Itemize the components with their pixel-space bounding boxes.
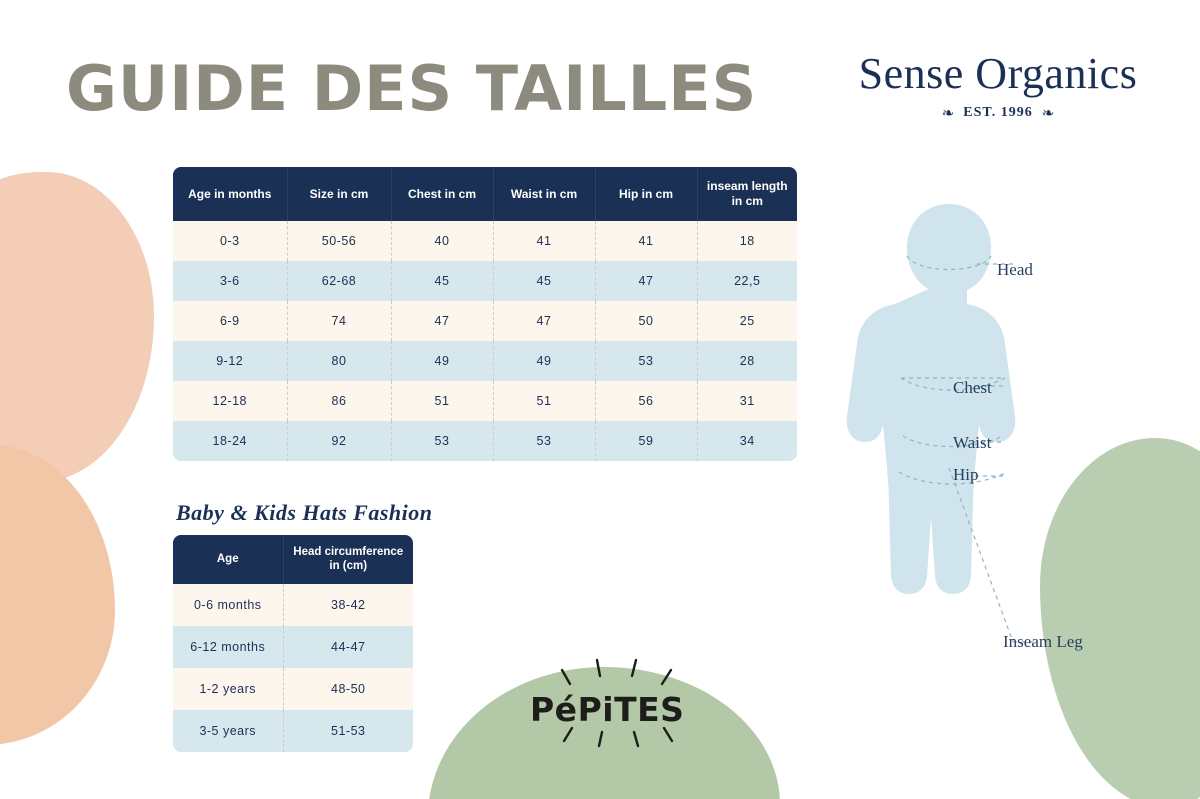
table-row: [173, 626, 413, 668]
cell-age: 0-6 months: [173, 584, 283, 626]
cell-waist: 51: [493, 381, 595, 421]
hats-section-heading: Baby & Kids Hats Fashion: [176, 500, 433, 525]
cell-hip: 56: [595, 381, 697, 421]
cell-inseam: 25: [697, 301, 797, 341]
ornament-left-icon: ❧: [941, 104, 955, 122]
cell-head-circumference: 44-47: [283, 626, 413, 668]
table-row: [173, 584, 413, 626]
table-row: [173, 668, 413, 710]
size-col-inseam: inseam length in cm: [697, 167, 797, 221]
cell-inseam: 28: [697, 341, 797, 381]
size-col-chest: Chest in cm: [391, 167, 493, 221]
table-row: [173, 341, 797, 381]
table-row: [173, 421, 797, 461]
cell-age: 3-5 years: [173, 710, 283, 752]
hats-table: [173, 535, 413, 752]
size-table: [173, 167, 797, 461]
page-title: GUIDE DES TAILLES: [66, 52, 758, 125]
cell-head-circumference: 48-50: [283, 668, 413, 710]
size-col-age: Age in months: [173, 167, 287, 221]
cell-age: 3-6: [173, 261, 287, 301]
cell-head-circumference: 38-42: [283, 584, 413, 626]
cell-waist: 47: [493, 301, 595, 341]
peach-blob-decoration-2: [0, 445, 115, 745]
brand-name: Sense Organics: [858, 49, 1138, 98]
cell-chest: 49: [391, 341, 493, 381]
cell-hip: 41: [595, 221, 697, 261]
cell-age: 6-9: [173, 301, 287, 341]
cell-age: 18-24: [173, 421, 287, 461]
cell-age: 0-3: [173, 221, 287, 261]
cell-inseam: 31: [697, 381, 797, 421]
cell-size: 50-56: [287, 221, 391, 261]
brand-est-text: EST. 1996: [963, 105, 1033, 120]
cell-waist: 53: [493, 421, 595, 461]
table-row: [173, 261, 797, 301]
cell-size: 86: [287, 381, 391, 421]
figure-label-inseam-leg: Inseam Leg: [1003, 632, 1083, 651]
pepites-logo: PéPiTES: [530, 690, 685, 729]
cell-size: 74: [287, 301, 391, 341]
size-col-hip: Hip in cm: [595, 167, 697, 221]
cell-waist: 49: [493, 341, 595, 381]
cell-size: 80: [287, 341, 391, 381]
figure-label-head: Head: [997, 260, 1033, 279]
table-row: [173, 381, 797, 421]
hats-col-head-circumference: Head circumference in (cm): [283, 535, 413, 584]
cell-chest: 53: [391, 421, 493, 461]
cell-chest: 47: [391, 301, 493, 341]
pepites-rays-top-icon: [548, 658, 688, 688]
table-row: [173, 221, 797, 261]
cell-inseam: 34: [697, 421, 797, 461]
hats-col-age: Age: [173, 535, 283, 584]
cell-size: 92: [287, 421, 391, 461]
table-row: [173, 301, 797, 341]
pepites-rays-bottom-icon: [548, 726, 688, 752]
table-row: [173, 710, 413, 752]
brand-established: [828, 105, 1168, 121]
cell-inseam: 18: [697, 221, 797, 261]
cell-waist: 41: [493, 221, 595, 261]
cell-hip: 53: [595, 341, 697, 381]
body-measurement-figure: [845, 200, 1165, 680]
peach-blob-decoration: [0, 172, 154, 482]
hats-table-header-row: [173, 535, 413, 584]
cell-chest: 45: [391, 261, 493, 301]
cell-size: 62-68: [287, 261, 391, 301]
cell-hip: 59: [595, 421, 697, 461]
cell-chest: 51: [391, 381, 493, 421]
cell-age: 12-18: [173, 381, 287, 421]
cell-age: 9-12: [173, 341, 287, 381]
size-col-size: Size in cm: [287, 167, 391, 221]
cell-age: 1-2 years: [173, 668, 283, 710]
cell-hip: 50: [595, 301, 697, 341]
cell-hip: 47: [595, 261, 697, 301]
figure-label-hip: Hip: [953, 465, 979, 484]
size-table-header-row: [173, 167, 797, 221]
size-col-waist: Waist in cm: [493, 167, 595, 221]
cell-waist: 45: [493, 261, 595, 301]
cell-chest: 40: [391, 221, 493, 261]
figure-label-chest: Chest: [953, 378, 992, 397]
cell-head-circumference: 51-53: [283, 710, 413, 752]
cell-age: 6-12 months: [173, 626, 283, 668]
figure-label-waist: Waist: [953, 433, 992, 452]
ornament-right-icon: ❧: [1041, 104, 1055, 122]
brand-logo: [828, 48, 1168, 121]
cell-inseam: 22,5: [697, 261, 797, 301]
